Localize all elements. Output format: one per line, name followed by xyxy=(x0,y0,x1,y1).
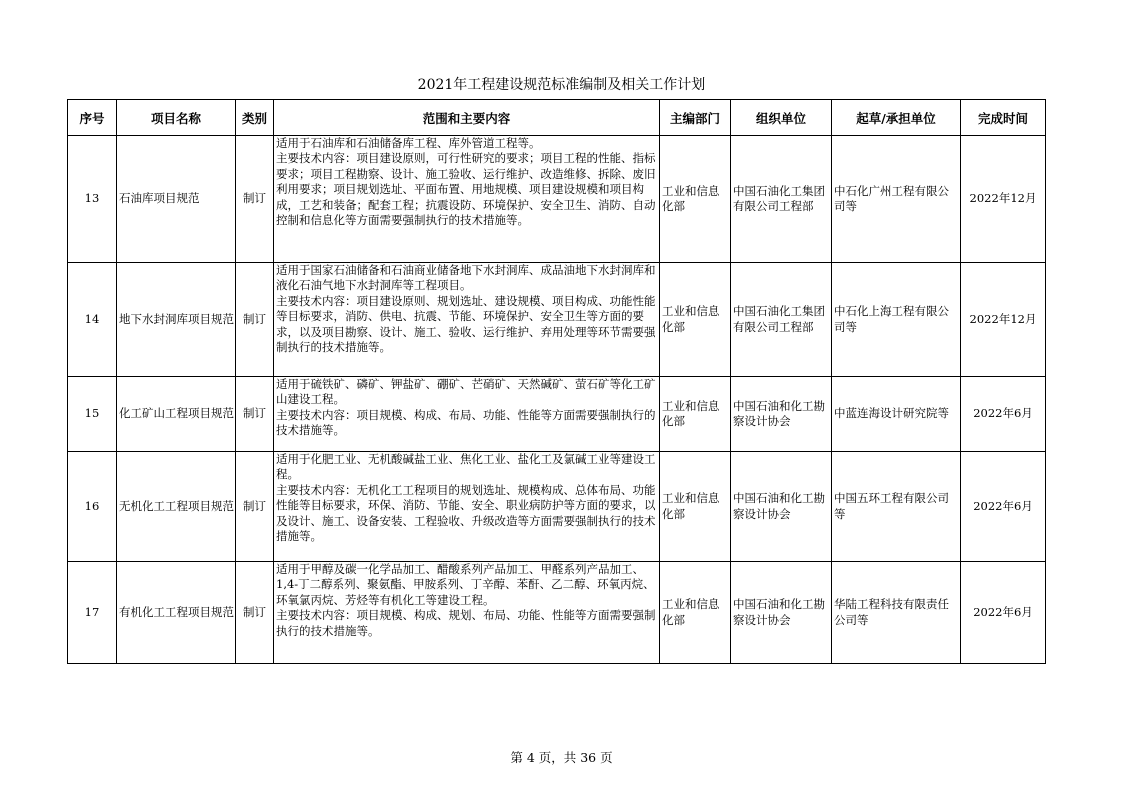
cell-org: 中国石油和化工勘察设计协会 xyxy=(731,452,832,562)
table-row xyxy=(68,263,1046,377)
table-row xyxy=(68,377,1046,452)
scope-main-content: 主要技术内容：项目建设原则，可行性研究的要求；项目工程的性能、指标要求；项目工程勘察、设计、施工验收、运行维护、改造维修、拆除、废旧利用要求；项目规划选址、平面布置、用地规模、项目建设规模和项目构成，工艺和装备；配套工程；抗震设防、环境保护、安全卫生、消防、自动控制和信息化等方面需要强制执行的技术措施等。 xyxy=(276,151,656,228)
cell-org: 中国石油和化工勘察设计协会 xyxy=(731,377,832,452)
cell-drafter: 中石化广州工程有限公司等 xyxy=(832,136,961,263)
header-drafter: 起草/承担单位 xyxy=(832,100,961,136)
cell-scope xyxy=(274,452,660,562)
cell-due: 2022年12月 xyxy=(961,263,1046,377)
cell-seq: 13 xyxy=(68,136,117,263)
header-editor: 主编部门 xyxy=(660,100,731,136)
page-footer: 第 4 页，共 36 页 xyxy=(510,750,613,765)
document-title: 2021年工程建设规范标准编制及相关工作计划 xyxy=(417,77,706,93)
scope-applicability: 适用于硫铁矿、磷矿、钾盐矿、硼矿、芒硝矿、天然碱矿、萤石矿等化工矿山建设工程。 xyxy=(276,377,656,407)
cell-seq: 14 xyxy=(68,263,117,377)
table-header-row xyxy=(68,100,1046,136)
cell-name: 石油库项目规范 xyxy=(117,136,236,263)
cell-drafter: 中石化上海工程有限公司等 xyxy=(832,263,961,377)
header-scope: 范围和主要内容 xyxy=(274,100,660,136)
cell-seq: 16 xyxy=(68,452,117,562)
scope-main-content: 主要技术内容：项目规模、构成、规划、布局、功能、性能等方面需要强制执行的技术措施等。 xyxy=(276,608,656,638)
header-seq: 序号 xyxy=(68,100,117,136)
cell-org: 中国石油和化工勘察设计协会 xyxy=(731,562,832,664)
cell-scope xyxy=(274,263,660,377)
cell-drafter: 中国五环工程有限公司等 xyxy=(832,452,961,562)
header-org: 组织单位 xyxy=(731,100,832,136)
cell-type: 制订 xyxy=(236,263,274,377)
cell-type: 制订 xyxy=(236,377,274,452)
header-type: 类别 xyxy=(236,100,274,136)
cell-name: 地下水封洞库项目规范 xyxy=(117,263,236,377)
cell-due: 2022年6月 xyxy=(961,562,1046,664)
cell-scope xyxy=(274,136,660,263)
cell-seq: 17 xyxy=(68,562,117,664)
cell-due: 2022年6月 xyxy=(961,452,1046,562)
cell-editor: 工业和信息化部 xyxy=(660,377,731,452)
header-name: 项目名称 xyxy=(117,100,236,136)
cell-seq: 15 xyxy=(68,377,117,452)
scope-applicability: 适用于国家石油储备和石油商业储备地下水封洞库、成品油地下水封洞库和液化石油气地下水封洞库等工程项目。 xyxy=(276,263,656,293)
cell-org: 中国石油化工集团有限公司工程部 xyxy=(731,263,832,377)
cell-name: 化工矿山工程项目规范 xyxy=(117,377,236,452)
cell-editor: 工业和信息化部 xyxy=(660,263,731,377)
cell-scope xyxy=(274,377,660,452)
cell-name: 无机化工工程项目规范 xyxy=(117,452,236,562)
cell-drafter: 华陆工程科技有限责任公司等 xyxy=(832,562,961,664)
plan-table xyxy=(67,99,1046,664)
cell-type: 制订 xyxy=(236,136,274,263)
cell-due: 2022年12月 xyxy=(961,136,1046,263)
cell-editor: 工业和信息化部 xyxy=(660,136,731,263)
scope-main-content: 主要技术内容：项目建设原则、规划选址、建设规模、项目构成、功能性能等目标要求，消防、供电、抗震、节能、环境保护、安全卫生等方面的要求，以及项目勘察、设计、施工、验收、运行维护、弃用处理等环节需要强制执行的技术措施等。 xyxy=(276,293,656,355)
cell-drafter: 中蓝连海设计研究院等 xyxy=(832,377,961,452)
scope-applicability: 适用于甲醇及碳一化学品加工、醋酸系列产品加工、甲醛系列产品加工、1,4-丁二醇系列、聚氨酯、甲胺系列、丁辛醇、苯酐、乙二醇、环氧丙烷、环氧氯丙烷、芳烃等有机化工等建设工程。 xyxy=(276,562,655,607)
cell-editor: 工业和信息化部 xyxy=(660,562,731,664)
table-row xyxy=(68,136,1046,263)
cell-due: 2022年6月 xyxy=(961,377,1046,452)
cell-type: 制订 xyxy=(236,452,274,562)
cell-type: 制订 xyxy=(236,562,274,664)
header-due: 完成时间 xyxy=(961,100,1046,136)
scope-applicability: 适用于石油库和石油储备库工程、库外管道工程等。 xyxy=(276,136,541,150)
cell-scope xyxy=(274,562,660,664)
table-row xyxy=(68,452,1046,562)
table-row xyxy=(68,562,1046,664)
scope-main-content: 主要技术内容：项目规模、构成、布局、功能、性能等方面需要强制执行的技术措施等。 xyxy=(276,407,656,438)
cell-editor: 工业和信息化部 xyxy=(660,452,731,562)
cell-org: 中国石油化工集团有限公司工程部 xyxy=(731,136,832,263)
scope-main-content: 主要技术内容：无机化工工程项目的规划选址、规模构成、总体布局、功能性能等目标要求，环保、消防、节能、安全、职业病防护等方面的要求，以及设计、施工、设备安装、工程验收、升级改造等方面需要强制执行的技术措施等。 xyxy=(276,482,656,544)
cell-name: 有机化工工程项目规范 xyxy=(117,562,236,664)
scope-applicability: 适用于化肥工业、无机酸碱盐工业、焦化工业、盐化工及氯碱工业等建设工程。 xyxy=(276,452,656,482)
